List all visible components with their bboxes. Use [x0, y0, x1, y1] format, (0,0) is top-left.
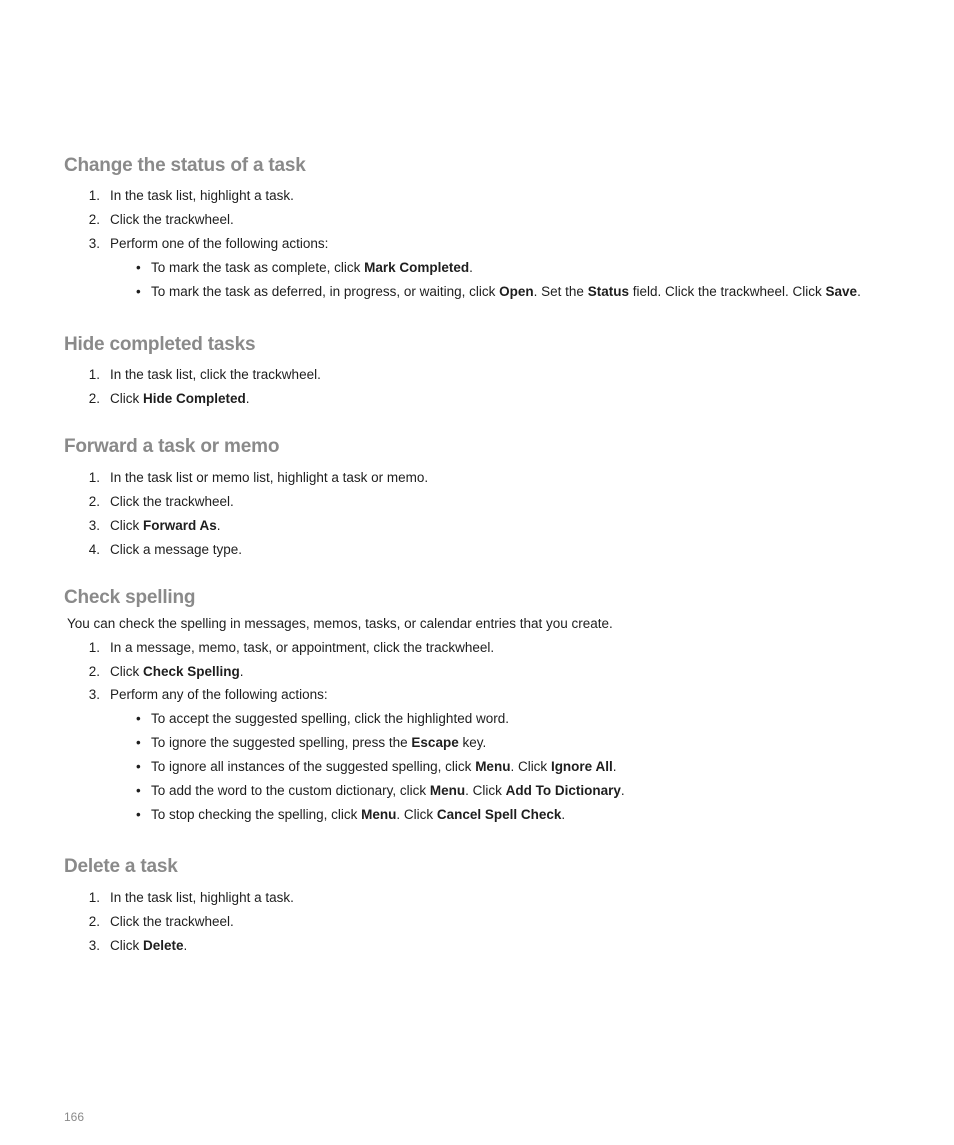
step-text: Click a message type. — [110, 542, 243, 557]
step-text: Click Forward As. — [110, 518, 221, 533]
step-text: Click the trackwheel. — [110, 914, 234, 929]
bullet-icon: • — [136, 711, 141, 726]
bullet-text: To ignore the suggested spelling, press the Escape key. — [151, 735, 487, 750]
bullet-icon: • — [136, 260, 141, 275]
step-text: In the task list or memo list, highlight a task or memo. — [110, 470, 429, 485]
step-text: In the task list, click the trackwheel. — [110, 367, 321, 382]
bullet-text: To accept the suggested spelling, click the highlighted word. — [151, 711, 509, 726]
step-text: Click Hide Completed. — [110, 391, 250, 406]
page-number: 166 — [64, 1110, 85, 1124]
step-text: Click the trackwheel. — [110, 212, 234, 227]
section-intro: You can check the spelling in messages, memos, tasks, or calendar entries that you create. — [67, 616, 613, 631]
step-number: 1. — [88, 470, 100, 485]
section-heading: Delete a task — [64, 856, 178, 877]
section-check-spelling — [64, 586, 924, 822]
step-number: 3. — [88, 236, 100, 251]
step-number: 3. — [88, 938, 100, 953]
step-number: 2. — [88, 914, 100, 929]
bullet-icon: • — [136, 759, 141, 774]
step-text: In a message, memo, task, or appointment, click the trackwheel. — [110, 640, 495, 655]
bullet-text: To stop checking the spelling, click Menu. Click Cancel Spell Check. — [151, 807, 566, 822]
step-text: In the task list, highlight a task. — [110, 890, 294, 905]
bullet-icon: • — [136, 783, 141, 798]
bullet-icon: • — [136, 735, 141, 750]
step-text: Click Check Spelling. — [110, 664, 244, 679]
bullet-icon: • — [136, 284, 141, 299]
bullet-icon: • — [136, 807, 141, 822]
section-hide-completed — [64, 333, 924, 406]
step-number: 1. — [88, 367, 100, 382]
step-number: 2. — [88, 494, 100, 509]
section-heading: Change the status of a task — [64, 155, 306, 176]
step-text: Click the trackwheel. — [110, 494, 234, 509]
section-change-status — [64, 154, 924, 299]
step-number: 2. — [88, 391, 100, 406]
step-text: Click Delete. — [110, 938, 188, 953]
step-text: In the task list, highlight a task. — [110, 188, 294, 203]
bullet-text: To ignore all instances of the suggested spelling, click Menu. Click Ignore All. — [151, 759, 617, 774]
section-heading: Check spelling — [64, 587, 196, 608]
step-number: 3. — [88, 687, 100, 702]
step-number: 2. — [88, 664, 100, 679]
step-number: 1. — [88, 640, 100, 655]
bullet-text: To mark the task as deferred, in progress, or waiting, click Open. Set the Status field. Click the trackwheel. Click Save. — [151, 284, 861, 299]
section-heading: Hide completed tasks — [64, 334, 256, 355]
step-text: Perform one of the following actions: — [110, 236, 329, 251]
step-number: 1. — [88, 188, 100, 203]
section-heading: Forward a task or memo — [64, 436, 280, 457]
step-text: Perform any of the following actions: — [110, 687, 328, 702]
step-number: 1. — [88, 890, 100, 905]
section-delete-task — [64, 855, 924, 953]
bullet-text: To mark the task as complete, click Mark Completed. — [151, 260, 473, 275]
step-number: 2. — [88, 212, 100, 227]
section-forward — [64, 435, 924, 557]
step-number: 4. — [88, 542, 100, 557]
step-number: 3. — [88, 518, 100, 533]
bullet-text: To add the word to the custom dictionary, click Menu. Click Add To Dictionary. — [151, 783, 625, 798]
